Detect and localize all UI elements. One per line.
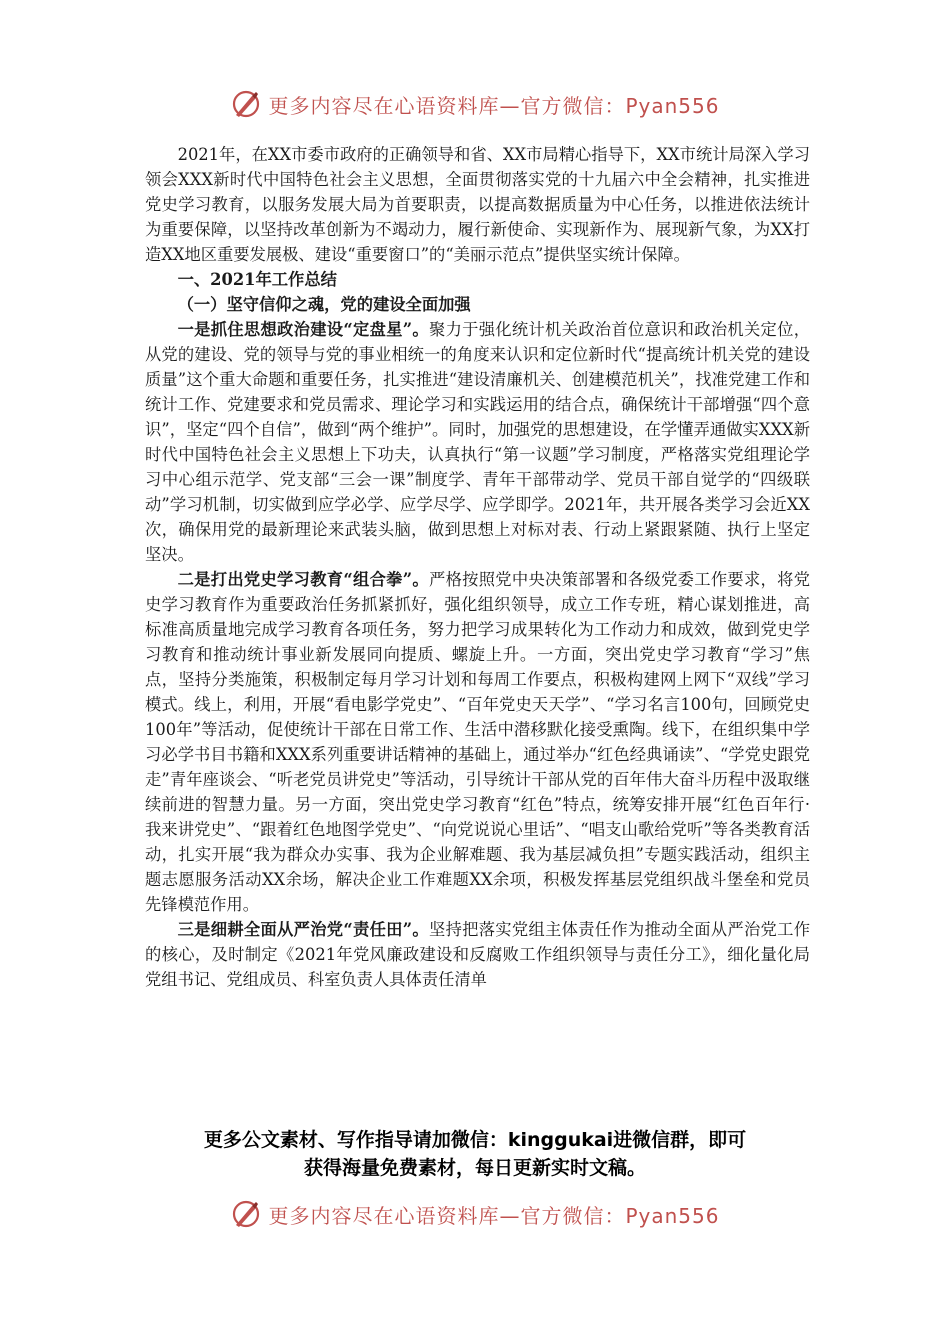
paragraph-1-body: 聚力于强化统计机关政治首位意识和政治机关定位，从党的建设、党的领导与党的事业相统一的角度来认识和定位新时代“提高统计机关党的建设质量”这个重大命题和重要任务，扎实推进“建设清廉机关、创建模范机关”，找准党建工作和统计工作、党建要求和党员需求、理论学习和实践运用的结合点，确保统计干部增强“四个意识”，坚定“四个自信”，做到“两个维护”。同时，加强党的思想建设，在学懂弄通做实XXX新时代中国特色社会主义思想上下功夫，认真执行“第一议题”学习制度，严格落实党组理论学习中心组示范学、党支部“三会一课”制度学、青年干部带动学、党员干部自觉学的“四级联动”学习机制，切实做到应学必学、应学尽学、应学即学。2021年，共开展各类学习会近XX次，确保用党的最新理论来武装头脑，做到思想上对标对表、行动上紧跟紧随、执行上坚定坚决。 [145, 320, 810, 564]
paragraph-3 [145, 917, 810, 992]
paragraph-2 [145, 567, 810, 917]
section-title: 一、2021年工作总结 [177, 270, 337, 289]
promo-line-1: 更多公文素材、写作指导请加微信：kinggukai进微信群，即可 [203, 1129, 747, 1151]
paragraph-1 [145, 317, 810, 567]
intro-paragraph: 2021年，在XX市委市政府的正确领导和省、XX市局精心指导下，XX市统计局深入学习领会XXX新时代中国特色社会主义思想，全面贯彻落实党的十九届六中全会精神，扎实推进党史学习教育，以服务发展大局为首要职责，以提高数据质量为中心任务，以推进依法统计为重要保障，以坚持改革创新为不竭动力，履行新使命、实现新作为、展现新气象，为XX打造XX地区重要发展极、建设“重要窗口”的“美丽示范点”提供坚实统计保障。 [145, 145, 810, 264]
footer-banner [0, 1194, 950, 1234]
document-body [145, 142, 810, 992]
banner-text: 更多内容尽在心语资料库—官方微信：Pyan556 [268, 1203, 720, 1228]
paragraph-3-lead: 三是细耕全面从严治党“责任田”。 [177, 920, 429, 939]
subsection-title: （一）坚守信仰之魂，党的建设全面加强 [177, 295, 471, 314]
banner-text: 更多内容尽在心语资料库—官方微信：Pyan556 [268, 93, 720, 118]
promo-notice [100, 1126, 850, 1182]
paragraph-3-body: 坚持把落实党组主体责任作为推动全面从严治党工作的核心，及时制定《2021年党风廉政建设和反腐败工作组织领导与责任分工》，细化量化局党组书记、党组成员、科室负责人具体责任清单 [145, 920, 810, 989]
paragraph-2-lead: 二是打出党史学习教育“组合拳”。 [177, 570, 429, 589]
pen-logo-icon [230, 1198, 262, 1230]
pen-logo-icon [230, 88, 262, 120]
promo-line-2: 获得海量免费素材，每日更新实时文稿。 [303, 1157, 646, 1179]
header-banner [0, 84, 950, 124]
paragraph-1-lead: 一是抓住思想政治建设“定盘星”。 [177, 320, 429, 339]
paragraph-2-body: 严格按照党中央决策部署和各级党委工作要求，将党史学习教育作为重要政治任务抓紧抓好，强化组织领导，成立工作专班，精心谋划推进，高标准高质量地完成学习教育各项任务，努力把学习成果转化为工作动力和成效，做到党史学习教育和推动统计事业新发展同向提质、螺旋上升。一方面，突出党史学习教育“学习”焦点，坚持分类施策，积极制定每月学习计划和每周工作要点，积极构建网上网下“双线”学习模式。线上，利用，开展“看电影学党史”、“百年党史天天学”、“学习名言100句，回顾党史100年”等活动，促使统计干部在日常工作、生活中潜移默化接受熏陶。线下，在组织集中学习必学书目书籍和XXX系列重要讲话精神的基础上，通过举办“红色经典诵读”、“学党史跟党走”青年座谈会、“听老党员讲党史”等活动，引导统计干部从党的百年伟大奋斗历程中汲取继续前进的智慧力量。另一方面，突出党史学习教育“红色”特点，统筹安排开展“红色百年行·我来讲党史”、“跟着红色地图学党史”、“向党说说心里话”、“唱支山歌给党听”等各类教育活动，扎实开展“我为群众办实事、我为企业解难题、我为基层减负担”专题实践活动，组织主题志愿服务活动XX余场，解决企业工作难题XX余项，积极发挥基层党组织战斗堡垒和党员先锋模范作用。 [145, 570, 810, 914]
